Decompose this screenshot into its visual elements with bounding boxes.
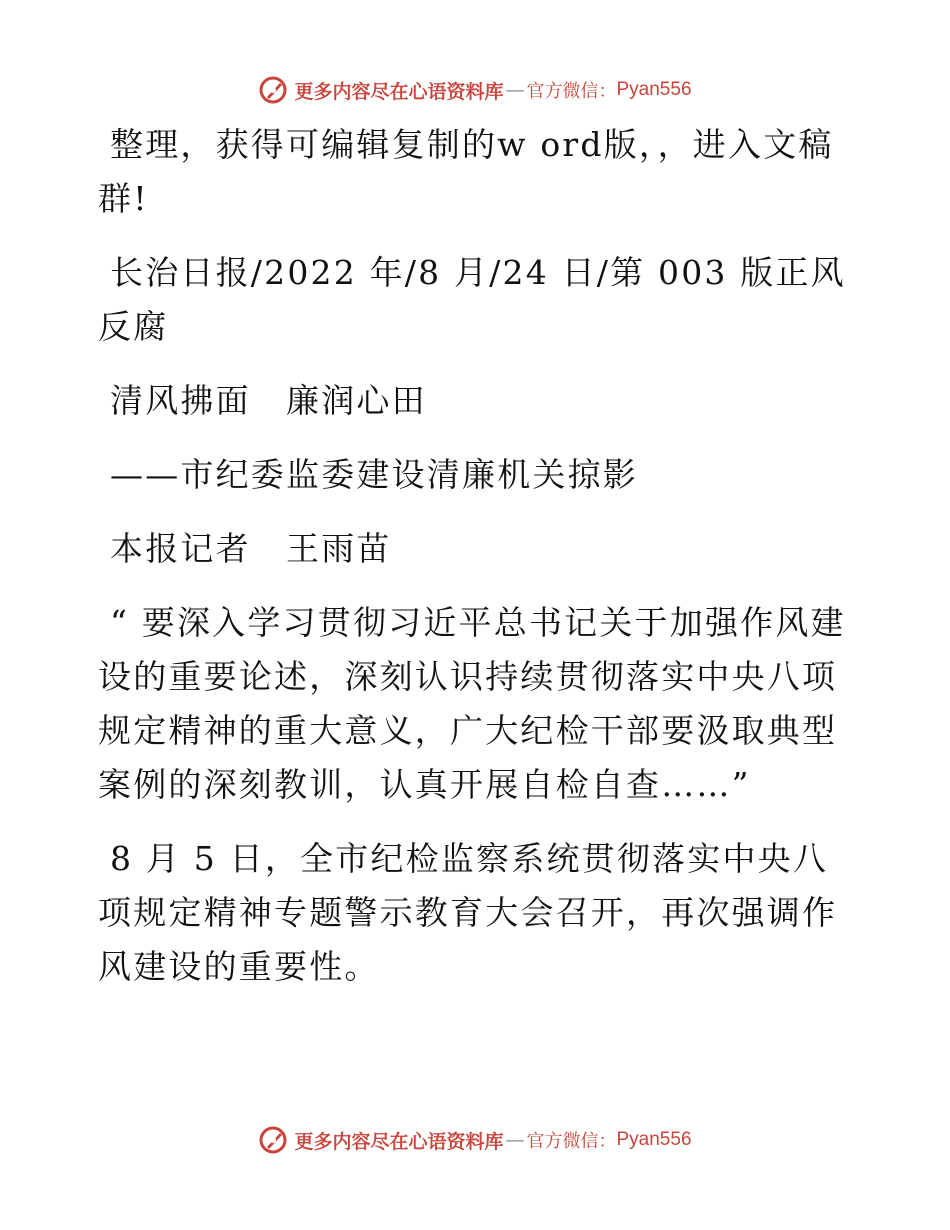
watermark-wechat-id: Pyan556 xyxy=(616,1129,692,1150)
article-subtitle: ——市纪委监委建设清廉机关掠影 xyxy=(110,455,638,494)
body-paragraph-meeting: 8 月 5 日，全市纪检监察系统贯彻落实中央八项规定精神专题警示教育大会召开，再次强调作风建设的重要性。 xyxy=(98,839,838,986)
quill-logo-icon xyxy=(258,75,288,105)
quill-logo-icon xyxy=(258,1125,288,1155)
watermark-official-label: 官方微信： xyxy=(526,81,617,102)
body-paragraph-quote: “ 要深入学习贯彻习近平总书记关于加强作风建设的重要论述，深刻认识持续贯彻落实中央八项规定精神的重大意义，广大纪检干部要汲取典型案例的深刻教训，认真开展自检自查……” xyxy=(98,603,846,804)
watermark-separator: — xyxy=(505,1129,525,1151)
header-watermark xyxy=(0,70,950,110)
watermark-official-label: 官方微信： xyxy=(526,1131,617,1152)
footer-watermark xyxy=(0,1120,950,1160)
byline: 本报记者 王雨苗 xyxy=(110,529,392,568)
watermark-brand: 更多内容尽在心语资料库 xyxy=(294,80,504,103)
source-line: 长治日报/2022 年/8 月/24 日/第 003 版正风反腐 xyxy=(98,253,846,346)
intro-paragraph: 整理，获得可编辑复制的w ord版，，进入文稿群! xyxy=(98,125,834,218)
watermark-brand: 更多内容尽在心语资料库 xyxy=(294,1130,504,1153)
document-body xyxy=(98,118,858,1014)
watermark-wechat-id: Pyan556 xyxy=(616,79,692,100)
watermark-separator: — xyxy=(505,79,525,101)
article-title: 清风拂面 廉润心田 xyxy=(110,381,427,420)
